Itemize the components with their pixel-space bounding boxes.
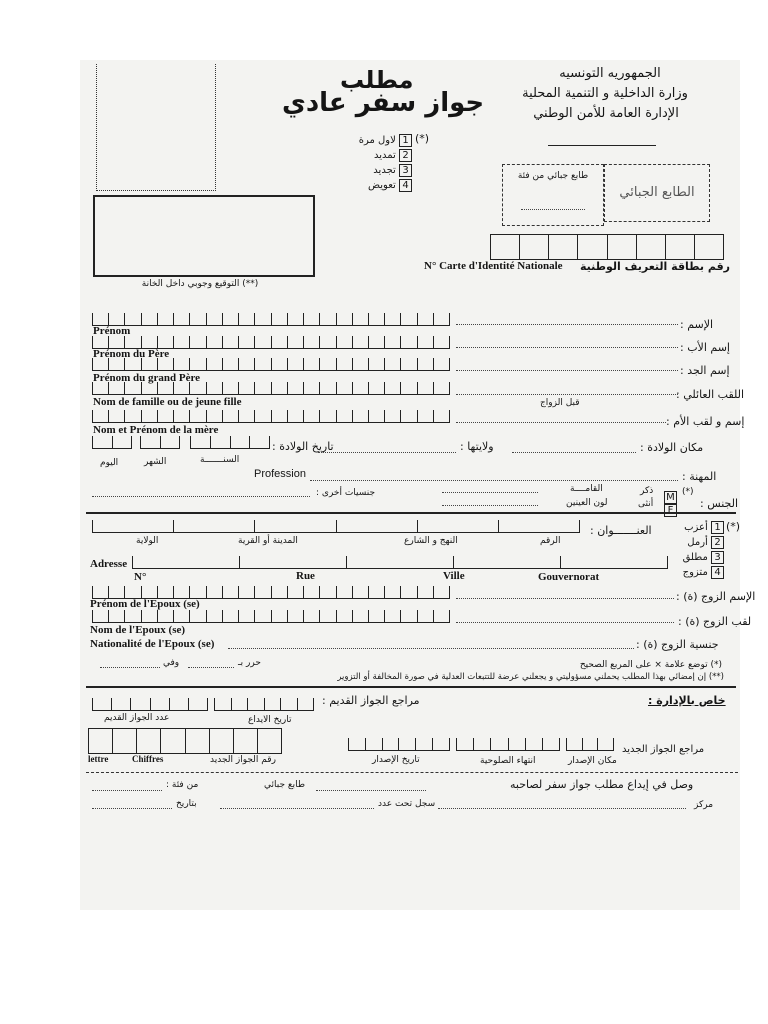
request-option[interactable]: 3 تجديد — [330, 164, 412, 179]
marital-option[interactable]: 2 أرمل — [672, 536, 724, 551]
form-title-top: مطلب — [340, 66, 414, 94]
directorate-name: الإدارة العامة للأمن الوطني — [533, 106, 679, 121]
stamp-box-right: الطابع الجبائي — [604, 164, 710, 222]
birth-date-comb[interactable] — [92, 436, 132, 449]
address-gouv-fr: Gouvernorat — [538, 571, 600, 583]
year-label: السنـــــــة — [200, 455, 240, 465]
old-passport-number-comb[interactable] — [92, 698, 208, 711]
deposit-date-comb[interactable] — [214, 698, 314, 711]
height-label: القامــــة — [570, 484, 603, 494]
spouse-nat-ar: جنسية الزوج (ة) : — [636, 638, 719, 651]
address-num-fr: N° — [134, 571, 147, 583]
sex-f-box[interactable]: F — [664, 498, 677, 517]
spouse-nat-fr: Nationalité de l'Epoux (se) — [90, 638, 215, 650]
mother-ar-line[interactable] — [456, 422, 666, 423]
grandfather-ar-line[interactable] — [456, 370, 678, 371]
profession-line[interactable] — [310, 480, 678, 481]
new-passport-boxes[interactable] — [88, 728, 282, 754]
request-option[interactable]: 2 تمديد — [330, 149, 412, 164]
eyes-label: لون العينين — [566, 498, 608, 508]
signature-note: (**) التوقيع وجوبي داخل الخانة — [141, 279, 259, 289]
issue-place-comb[interactable] — [566, 738, 614, 751]
name-ar-label: الإسم : — [680, 318, 714, 331]
birth-wilaya-line[interactable] — [318, 452, 456, 453]
written-at-label: حرر بـ — [238, 658, 261, 668]
issue-place-label: مكان الإصدار — [568, 756, 617, 766]
expiry-label: انتهاء الصلوحية — [480, 756, 536, 766]
stamp-box-left: طابع جبائي من فئة — [502, 164, 604, 226]
section-divider-1 — [86, 512, 736, 514]
request-option[interactable]: 1 لاول مرة — [330, 134, 412, 149]
sex-m-box[interactable]: M — [664, 485, 677, 504]
new-number-label: رقم الجواز الجديد — [210, 755, 276, 765]
marital-options — [672, 521, 724, 581]
birthplace-ar-label: مكان الولادة : — [640, 441, 704, 454]
new-passport-ref: مراجع الجواز الجديد — [622, 744, 705, 755]
deposit-date-label: تاريخ الايداع — [248, 715, 292, 725]
family-ar-label: اللقب العائلي : — [676, 388, 745, 401]
birth-year-comb[interactable] — [190, 436, 270, 449]
receipt-date-line[interactable] — [92, 808, 172, 809]
spouse-prenom-fr: Prénom de l'Epoux (se) — [90, 598, 200, 610]
day-label: اليوم — [100, 458, 119, 468]
receipt-stamp: طابع جبائي — [264, 780, 306, 790]
on-label: وفي — [163, 658, 180, 668]
footnote-2: (**) إن إمضائي بهذا المطلب يحملني مسؤوليتي و يجعلني عرضة للتتبعات العدلية في صورة المخالفة أو التزوير — [337, 672, 724, 682]
footnote-1: (*) توضع علامة × على المربع الصحيح — [579, 660, 722, 670]
spouse-nom-comb[interactable] — [92, 610, 450, 623]
grandfather-ar-label: إسم الجد : — [680, 364, 730, 377]
prenom-label: Prénom — [93, 325, 131, 337]
cin-label-ar: رقم بطاقة التعريف الوطنية — [580, 260, 730, 273]
family-ar-line[interactable] — [456, 394, 678, 395]
ministry-name: وزارة الداخلية و التنمية المحلية — [522, 86, 688, 101]
written-at-line[interactable] — [188, 667, 234, 668]
other-nat-line[interactable] — [92, 496, 310, 497]
nom-famille-comb[interactable] — [92, 382, 450, 395]
sex-ar-label: الجنس : — [700, 497, 739, 510]
address-rue-fr: Rue — [296, 570, 315, 582]
receipt-class: من فئة : — [166, 780, 199, 790]
father-ar-line[interactable] — [456, 347, 678, 348]
request-type-asterisk: (*) — [415, 132, 430, 145]
spouse-nom-line[interactable] — [456, 622, 674, 623]
spouse-prenom-line[interactable] — [456, 598, 674, 599]
spouse-nom-fr: Nom de l'Epoux (se) — [90, 624, 186, 636]
address-gov-ar: الولاية — [136, 536, 159, 546]
receipt-date: بتاريخ — [176, 799, 197, 809]
father-ar-label: إسم الأب : — [680, 341, 730, 354]
address-comb[interactable] — [92, 520, 580, 533]
written-on-line[interactable] — [100, 667, 160, 668]
marital-option[interactable]: 1 أعزب — [672, 521, 724, 536]
mother-ar-label: إسم و لقب الأم : — [666, 415, 745, 428]
female-label: أنثى — [638, 499, 654, 509]
sex-asterisk: (*) — [682, 487, 694, 497]
receipt-center-line[interactable] — [438, 808, 686, 809]
request-type-options — [330, 134, 412, 194]
prenom-grand-pere-comb[interactable] — [92, 358, 450, 371]
receipt-line-1[interactable] — [316, 790, 426, 791]
receipt-cut-line — [86, 772, 738, 773]
photo-box — [96, 64, 216, 191]
address-ville-fr: Ville — [443, 570, 465, 582]
prenom-grand-pere-label: Prénom du grand Père — [93, 372, 201, 384]
receipt-center: مركز — [694, 800, 714, 810]
spouse-nat-line[interactable] — [228, 648, 634, 649]
name-ar-line[interactable] — [456, 324, 678, 325]
receipt-registered-line[interactable] — [220, 808, 374, 809]
height-line[interactable] — [442, 492, 538, 493]
month-label: الشهر — [144, 457, 167, 467]
prenom-comb[interactable] — [92, 313, 450, 326]
nom-famille-label: Nom de famille ou de jeune fille — [93, 396, 242, 408]
wilaya-ar-label: ولايتها : — [460, 440, 494, 453]
expiry-comb[interactable] — [456, 738, 560, 751]
spouse-nom-ar: لقب الزوج (ة) : — [678, 615, 752, 628]
address-fr-label: Adresse — [90, 558, 128, 570]
issue-date-comb[interactable] — [348, 738, 450, 751]
issue-date-label: تاريخ الإصدار — [372, 755, 420, 765]
nom-mere-label: Nom et Prénom de la mère — [93, 424, 219, 436]
birthdate-ar-label: تاريخ الولادة : — [272, 440, 334, 453]
eyes-line[interactable] — [442, 505, 538, 506]
other-nat-label: جنسيات أخرى : — [316, 488, 376, 498]
republic-name: الجمهوريه التونسيه — [559, 66, 661, 81]
cin-boxes[interactable] — [490, 234, 724, 260]
cin-label-fr: N° Carte d'Identité Nationale — [424, 260, 563, 272]
lettre-label: lettre — [88, 754, 109, 764]
male-label: ذكر — [640, 486, 654, 496]
address-fr-comb[interactable] — [132, 556, 668, 569]
marital-option[interactable]: 4 متزوج — [672, 566, 724, 581]
signature-box[interactable] — [93, 195, 315, 277]
old-passport-ref: مراجع الجواز القديم : — [322, 694, 420, 707]
receipt-registered: سجل تحت عدد — [378, 799, 436, 809]
old-number-label: عدد الجواز القديم — [104, 713, 170, 723]
address-street-ar: النهج و الشارع — [404, 536, 458, 546]
admin-title: خاص بالإدارة : — [648, 694, 726, 707]
chiffres-label: Chiffres — [132, 754, 164, 764]
profession-ar-label: المهنة : — [682, 470, 717, 483]
request-option[interactable]: 4 تعويض — [330, 179, 412, 194]
address-ar-label: العنـــــــوان : — [590, 524, 652, 537]
header-divider — [548, 145, 656, 146]
profession-fr-label: Profession — [254, 468, 306, 480]
receipt-title: وصل في إيداع مطلب جواز سفر لصاحبه — [510, 778, 694, 791]
prenom-pere-label: Prénom du Père — [93, 348, 170, 360]
receipt-class-line[interactable] — [92, 790, 162, 791]
birthplace-line[interactable] — [512, 452, 636, 453]
birth-month-comb[interactable] — [140, 436, 180, 449]
marital-asterisk: (*) — [726, 520, 741, 533]
form-title: جواز سفر عادي — [282, 88, 485, 118]
section-divider-2 — [86, 686, 736, 688]
address-city-ar: المدينة أو القرية — [238, 536, 298, 546]
marital-option[interactable]: 3 مطلق — [672, 551, 724, 566]
spouse-prenom-ar: الإسم الزوج (ة) : — [676, 590, 756, 603]
nom-mere-comb[interactable] — [92, 410, 450, 423]
before-marriage-label: قبل الزواج — [540, 398, 580, 408]
address-num-ar: الرقم — [540, 536, 561, 546]
